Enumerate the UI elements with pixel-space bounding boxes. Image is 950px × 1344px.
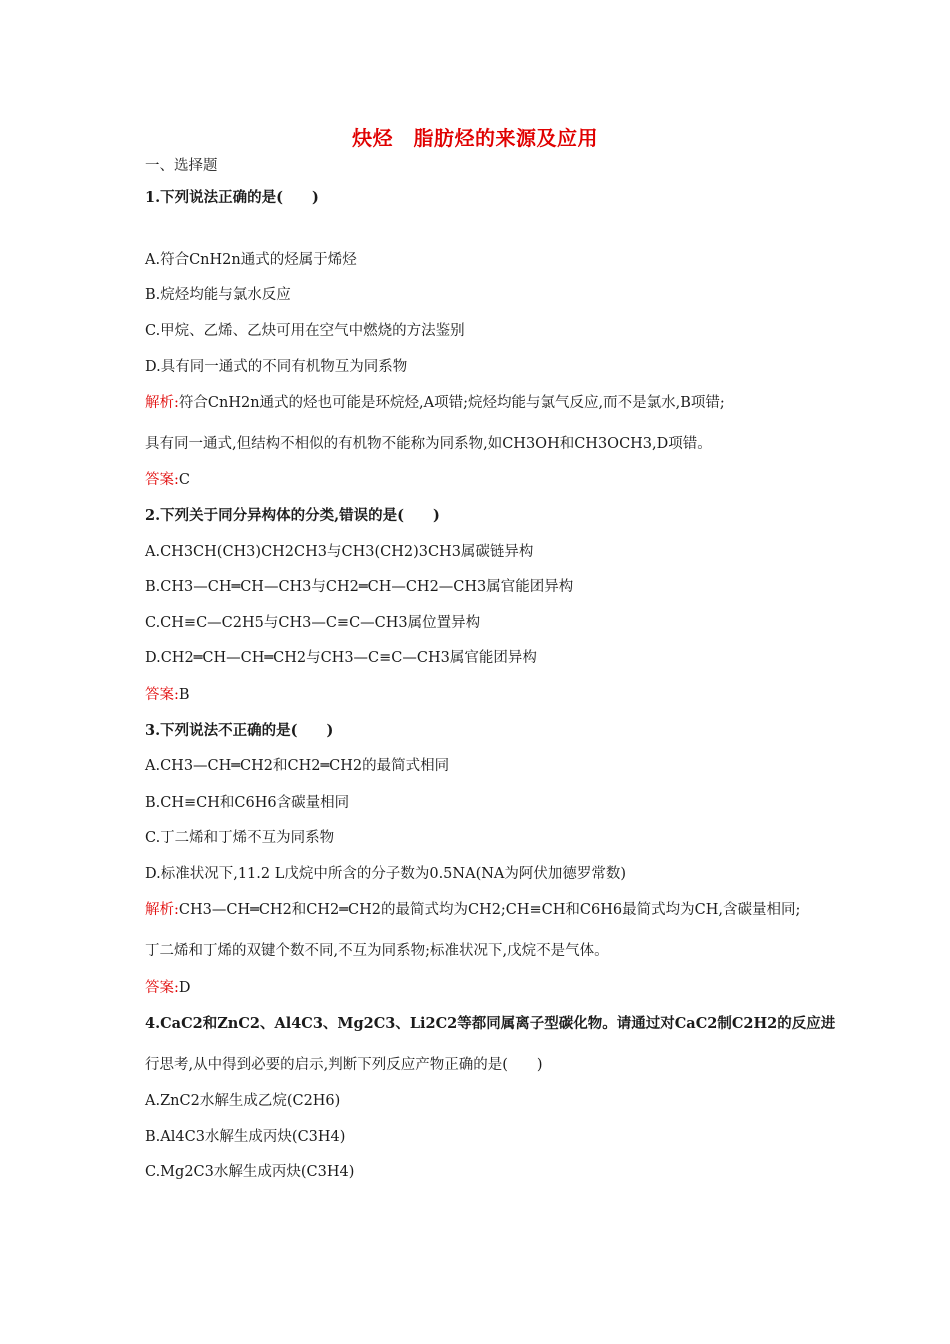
question-3-option-d: D.标准状况下,11.2 L戊烷中所含的分子数为0.5NA(NA为阿伏加德罗常数) [145,866,627,882]
question-1-analysis-cont: 具有同一通式,但结构不相似的有机物不能称为同系物,如CH3OH和CH3OCH3,D项错。 [145,436,712,452]
answer-label: 答案: [145,687,179,703]
answer-value: C [178,472,190,488]
question-3-analysis [145,900,800,920]
answer-value: B [178,687,190,703]
question-1-option-a: A.符合CnH2n通式的烃属于烯烃 [145,252,357,268]
question-3-stem: 3.下列说法不正确的是( ) [145,722,334,739]
question-1-answer [145,470,190,490]
answer-label: 答案: [145,472,179,488]
question-4-option-a: A.ZnC2水解生成乙烷(C2H6) [145,1093,341,1109]
analysis-label: 解析: [145,395,179,411]
question-2-option-d: D.CH2═CH—CH═CH2与CH3—C≡C—CH3属官能团异构 [145,650,537,666]
analysis-text: CH3—CH═CH2和CH2═CH2的最简式均为CH2;CH≡CH和C6H6最简式均为CH,含碳量相同; [178,902,801,918]
question-2-answer [145,685,190,705]
question-4-option-c: C.Mg2C3水解生成丙炔(C3H4) [145,1164,355,1180]
analysis-label: 解析: [145,902,179,918]
document-title: 炔烃 脂肪烃的来源及应用 [352,126,598,150]
question-2-stem: 2.下列关于同分异构体的分类,错误的是( ) [145,507,440,524]
question-1-option-b: B.烷烃均能与氯水反应 [145,287,291,303]
question-1-option-c: C.甲烷、乙烯、乙炔可用在空气中燃烧的方法鉴别 [145,323,465,339]
question-4-option-b: B.Al4C3水解生成丙炔(C3H4) [145,1129,346,1145]
question-2-option-c: C.CH≡C—C2H5与CH3—C≡C—CH3属位置异构 [145,615,481,631]
question-1-option-d: D.具有同一通式的不同有机物互为同系物 [145,359,408,375]
question-3-option-b: B.CH≡CH和C6H6含碳量相同 [145,795,350,811]
question-3-answer [145,978,191,998]
question-4-stem: 4.CaC2和ZnC2、Al4C3、Mg2C3、Li2C2等都同属离子型碳化物。请通过对CaC2制C2H2的反应进 [145,1015,836,1032]
answer-value: D [178,980,191,996]
question-2-option-a: A.CH3CH(CH3)CH2CH3与CH3(CH2)3CH3属碳链异构 [145,544,534,560]
question-2-option-b: B.CH3—CH═CH—CH3与CH2═CH—CH2—CH3属官能团异构 [145,579,574,595]
section-heading: 一、选择题 [145,158,218,174]
analysis-text: 符合CnH2n通式的烃也可能是环烷烃,A项错;烷烃均能与氯气反应,而不是氯水,B项错; [178,395,725,411]
question-1-analysis [145,393,725,413]
question-4-stem-cont: 行思考,从中得到必要的启示,判断下列反应产物正确的是( ) [145,1057,543,1073]
question-3-option-c: C.丁二烯和丁烯不互为同系物 [145,830,335,846]
question-3-analysis-cont: 丁二烯和丁烯的双键个数不同,不互为同系物;标准状况下,戊烷不是气体。 [145,943,609,959]
question-1-stem: 1.下列说法正确的是( ) [145,189,319,206]
answer-label: 答案: [145,980,179,996]
question-3-option-a: A.CH3—CH═CH2和CH2═CH2的最简式相同 [145,758,450,774]
